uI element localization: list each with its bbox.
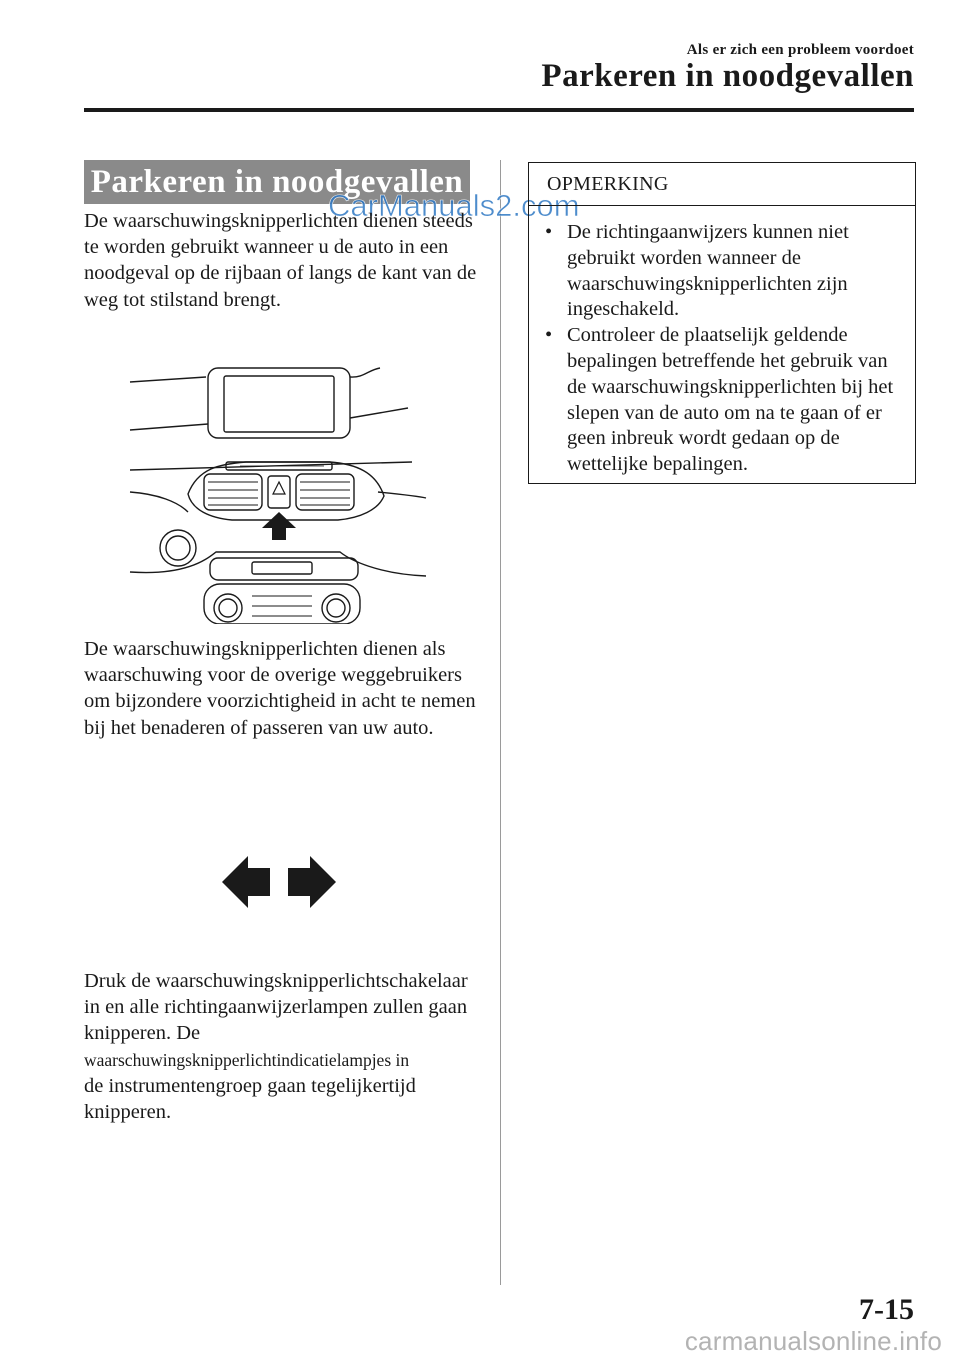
watermark-logo: CarManuals2.com xyxy=(328,188,580,223)
note-box xyxy=(528,162,916,484)
purpose-paragraph: De waarschuwingsknipperlichten dienen als waarschuwing voor de overige weggebruikers om bijzondere voorzichtigheid in acht te nemen bij het benaderen of passeren van uw auto. xyxy=(84,638,476,739)
note-item xyxy=(543,323,905,478)
hazard-switch-dashboard-illustration xyxy=(128,362,428,624)
note-item-text: Controleer de plaatselijk geldende bepalingen betreffende het gebruik van de waarschuwingsknipperlichten bij het slepen van de auto om na te gaan of er geen inbreuk wordt gedaan op de wettelijke bepalingen. xyxy=(567,324,894,476)
section-heading: Parkeren in noodgevallen xyxy=(84,160,470,204)
instruction-paragraph xyxy=(84,968,484,1125)
chapter-subtitle: Als er zich een probleem voordoet xyxy=(686,42,914,58)
note-list xyxy=(529,206,915,478)
intro-paragraph: De waarschuwingsknipperlichten dienen steeds te worden gebruikt wanneer u de auto in een noodgeval op de rijbaan of langs de kant van de weg tot stilstand brengt. xyxy=(84,210,477,311)
instruction-text-1: Druk de waarschuwingsknipperlichtschakelaar in en alle richtingaanwijzerlampen zullen gaan knipperen. De xyxy=(84,970,468,1045)
note-item-text: De richtingaanwijzers kunnen niet gebruikt worden wanneer de waarschuwingsknipperlichten zijn ingeschakeld. xyxy=(567,221,849,321)
note-title: OPMERKING xyxy=(529,163,915,206)
bullet-icon: • xyxy=(545,324,553,347)
instruction-text-2: de instrumentengroep gaan tegelijkertijd knipperen. xyxy=(84,1074,416,1124)
footer-watermark-url: carmanualsonline.info xyxy=(684,1326,942,1356)
column-divider xyxy=(500,160,501,1285)
header-rule xyxy=(84,108,914,112)
page-number: 7-15 xyxy=(859,1293,914,1326)
page-header-title: Parkeren in noodgevallen xyxy=(541,58,914,94)
turn-signal-arrows-icon xyxy=(222,856,336,908)
note-item xyxy=(543,220,905,323)
instruction-text-small: waarschuwingsknipperlichtindicatielampjes in xyxy=(84,1049,410,1070)
bullet-icon: • xyxy=(545,221,553,243)
